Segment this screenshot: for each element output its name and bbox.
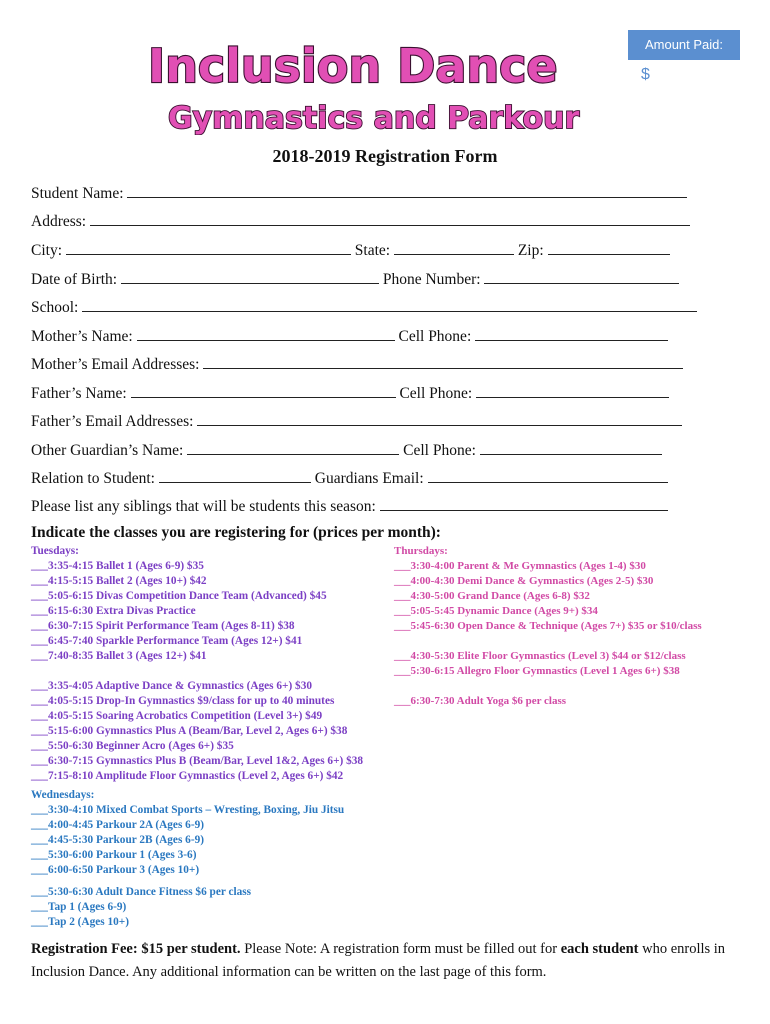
class-item[interactable]: ___6:30-7:15 Gymnastics Plus B (Beam/Bar, Level 1&2, Ages 6+) $38 bbox=[31, 755, 364, 767]
tuesday-section bbox=[31, 544, 363, 784]
class-item[interactable]: ___5:30-6:00 Parkour 1 (Ages 3-6) bbox=[31, 849, 197, 861]
registration-fee: Registration Fee: $15 per student. bbox=[31, 941, 241, 957]
father-name-row bbox=[31, 383, 669, 403]
dob-row bbox=[31, 269, 679, 289]
class-item[interactable]: ___Tap 1 (Ages 6-9) bbox=[31, 901, 127, 913]
class-item[interactable]: ___7:15-8:10 Amplitude Floor Gymnastics (Level 2, Ages 6+) $42 bbox=[31, 770, 344, 782]
class-item[interactable]: ___6:15-6:30 Extra Divas Practice bbox=[31, 605, 196, 617]
class-item[interactable]: ___5:15-6:00 Gymnastics Plus A (Beam/Bar, Level 2, Ages 6+) $38 bbox=[31, 725, 348, 737]
mother-cell-field[interactable] bbox=[475, 326, 668, 341]
dob-label: Date of Birth: bbox=[31, 271, 118, 288]
note-text-b: who enrolls in Inclusion Dance. Any additional information can be written on the last page of this form. bbox=[31, 941, 726, 980]
address-field[interactable] bbox=[90, 211, 690, 226]
mother-email-field[interactable] bbox=[203, 354, 683, 369]
phone-field[interactable] bbox=[484, 269, 679, 284]
mother-cell-label: Cell Phone: bbox=[398, 328, 472, 345]
zip-field[interactable] bbox=[548, 240, 670, 255]
class-item[interactable]: ___4:30-5:30 Elite Floor Gymnastics (Level 3) $44 or $12/class bbox=[394, 650, 686, 662]
guardian-email-field[interactable] bbox=[428, 468, 668, 483]
zip-label: Zip: bbox=[517, 242, 544, 259]
father-cell-field[interactable] bbox=[476, 383, 669, 398]
father-email-field[interactable] bbox=[197, 411, 682, 426]
state-label: State: bbox=[354, 242, 391, 259]
tuesday-heading: Tuesdays: bbox=[31, 545, 79, 557]
class-item[interactable]: ___6:00-6:50 Parkour 3 (Ages 10+) bbox=[31, 864, 200, 876]
guardian-cell-label: Cell Phone: bbox=[403, 442, 476, 459]
class-item[interactable]: ___3:30-4:10 Mixed Combat Sports – Wresting, Boxing, Jiu Jitsu bbox=[31, 804, 345, 816]
father-cell-label: Cell Phone: bbox=[399, 385, 473, 402]
wednesday-heading: Wednesdays: bbox=[31, 789, 95, 801]
class-item[interactable]: ___3:35-4:05 Adaptive Dance & Gymnastics (Ages 6+) $30 bbox=[31, 680, 312, 692]
relation-label: Relation to Student: bbox=[31, 470, 155, 487]
address-row bbox=[31, 211, 690, 231]
relation-row bbox=[31, 468, 668, 488]
dob-field[interactable] bbox=[121, 269, 379, 284]
logo-line-2: Gymnastics and Parkour bbox=[168, 101, 580, 135]
guardian-name-field[interactable] bbox=[187, 440, 399, 455]
note-bold: each student bbox=[560, 941, 639, 957]
guardian-cell-field[interactable] bbox=[480, 440, 662, 455]
siblings-field[interactable] bbox=[380, 496, 668, 511]
city-label: City: bbox=[31, 242, 63, 259]
classes-header: Indicate the classes you are registering for (prices per month): bbox=[31, 524, 441, 541]
school-label: School: bbox=[31, 299, 79, 316]
footer-note bbox=[31, 938, 743, 984]
siblings-label: Please list any siblings that will be students this season: bbox=[31, 498, 376, 515]
class-item[interactable]: ___5:50-6:30 Beginner Acro (Ages 6+) $35 bbox=[31, 740, 234, 752]
guardian-name-label: Other Guardian’s Name: bbox=[31, 442, 184, 459]
class-item[interactable]: ___4:05-5:15 Drop-In Gymnastics $9/class for up to 40 minutes bbox=[31, 695, 335, 707]
logo-line-1: Inclusion Dance bbox=[148, 39, 558, 93]
class-item[interactable]: ___4:45-5:30 Parkour 2B (Ages 6-9) bbox=[31, 834, 204, 846]
note-text-a: Please Note: A registration form must be filled out for bbox=[240, 941, 561, 957]
class-item[interactable]: ___5:30-6:30 Adult Dance Fitness $6 per class bbox=[31, 886, 252, 898]
mother-email-label: Mother’s Email Addresses: bbox=[31, 356, 200, 373]
mother-name-label: Mother’s Name: bbox=[31, 328, 133, 345]
mother-name-field[interactable] bbox=[137, 326, 395, 341]
form-title: 2018-2019 Registration Form bbox=[272, 146, 498, 166]
logo bbox=[140, 30, 610, 135]
class-item[interactable]: ___6:30-7:30 Adult Yoga $6 per class bbox=[394, 695, 567, 707]
class-item[interactable]: ___4:15-5:15 Ballet 2 (Ages 10+) $42 bbox=[31, 575, 207, 587]
class-item[interactable]: ___6:30-7:15 Spirit Performance Team (Ages 8-11) $38 bbox=[31, 620, 295, 632]
class-item[interactable]: ___3:30-4:00 Parent & Me Gymnastics (Ages 1-4) $30 bbox=[394, 560, 646, 572]
relation-field[interactable] bbox=[159, 468, 311, 483]
class-item[interactable]: ___4:05-5:15 Soaring Acrobatics Competition (Level 3+) $49 bbox=[31, 710, 323, 722]
mother-name-row bbox=[31, 326, 668, 346]
student-name-label: Student Name: bbox=[31, 185, 124, 202]
student-name-row bbox=[31, 183, 687, 203]
class-item[interactable]: ___3:35-4:15 Ballet 1 (Ages 6-9) $35 bbox=[31, 560, 204, 572]
city-field[interactable] bbox=[66, 240, 351, 255]
address-label: Address: bbox=[31, 213, 87, 230]
wednesday-section bbox=[31, 788, 344, 930]
class-item[interactable]: ___4:00-4:30 Demi Dance & Gymnastics (Ages 2-5) $30 bbox=[394, 575, 654, 587]
state-field[interactable] bbox=[394, 240, 514, 255]
class-item[interactable]: ___5:45-6:30 Open Dance & Technique (Ages 7+) $35 or $10/class bbox=[394, 620, 702, 632]
guardian-name-row bbox=[31, 440, 662, 460]
thursday-section bbox=[394, 544, 702, 709]
amount-paid-field[interactable]: $ bbox=[641, 66, 650, 83]
class-item[interactable]: ___7:40-8:35 Ballet 3 (Ages 12+) $41 bbox=[31, 650, 207, 662]
school-field[interactable] bbox=[82, 297, 697, 312]
amount-paid-label: Amount Paid: bbox=[628, 30, 740, 60]
siblings-row bbox=[31, 496, 668, 516]
class-item[interactable]: ___5:05-5:45 Dynamic Dance (Ages 9+) $34 bbox=[394, 605, 598, 617]
class-item[interactable]: ___6:45-7:40 Sparkle Performance Team (Ages 12+) $41 bbox=[31, 635, 303, 647]
thursday-heading: Thursdays: bbox=[394, 545, 448, 557]
school-row bbox=[31, 297, 697, 317]
father-email-label: Father’s Email Addresses: bbox=[31, 413, 194, 430]
city-row bbox=[31, 240, 670, 260]
mother-email-row bbox=[31, 354, 683, 374]
class-item[interactable]: ___4:00-4:45 Parkour 2A (Ages 6-9) bbox=[31, 819, 204, 831]
father-name-label: Father’s Name: bbox=[31, 385, 127, 402]
class-item[interactable]: ___Tap 2 (Ages 10+) bbox=[31, 916, 129, 928]
father-email-row bbox=[31, 411, 682, 431]
father-name-field[interactable] bbox=[131, 383, 396, 398]
class-item[interactable]: ___5:05-6:15 Divas Competition Dance Team (Advanced) $45 bbox=[31, 590, 327, 602]
student-name-field[interactable] bbox=[127, 183, 687, 198]
guardian-email-label: Guardians Email: bbox=[314, 470, 424, 487]
phone-label: Phone Number: bbox=[382, 271, 481, 288]
class-item[interactable]: ___5:30-6:15 Allegro Floor Gymnastics (Level 1 Ages 6+) $38 bbox=[394, 665, 680, 677]
class-item[interactable]: ___4:30-5:00 Grand Dance (Ages 6-8) $32 bbox=[394, 590, 590, 602]
